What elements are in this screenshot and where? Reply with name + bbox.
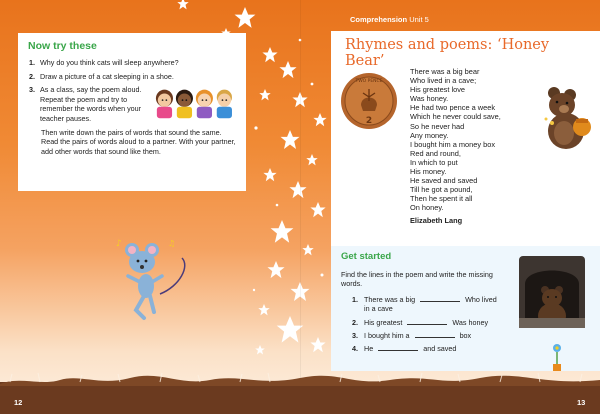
- poem-card: [331, 31, 600, 246]
- answer-blank[interactable]: [415, 331, 455, 338]
- bear-in-cave-image: [519, 256, 585, 328]
- step-item: [28, 72, 236, 82]
- poem-line: There was a big bear: [410, 67, 480, 76]
- page-spine: [300, 0, 301, 414]
- poem-line: Till he got a pound,: [410, 185, 473, 195]
- poem-line: In which to put: [410, 157, 458, 167]
- unit-header-subject: Comprehension: [350, 15, 408, 24]
- poem-author: Elizabeth Lang: [410, 215, 463, 225]
- answer-blank[interactable]: [420, 295, 460, 302]
- step-text: Why do you think cats will sleep anywhere?: [40, 58, 179, 67]
- page-title: Rhymes and poems: ‘Honey Bear’: [345, 37, 550, 69]
- poem-line: So he never had: [410, 121, 465, 131]
- page-number-left: 12: [14, 398, 23, 407]
- poem-line: His money.: [410, 167, 447, 177]
- answer-blank[interactable]: [378, 344, 418, 351]
- step-number: 3.: [29, 85, 35, 95]
- step-text: As a class, say the poem aloud. Repeat the poem and try to remember the words when your teacher pauses.: [40, 85, 142, 123]
- question-after: box: [459, 331, 472, 341]
- section-title: Now try these: [28, 40, 97, 52]
- coin-text: TWO PENCE: [355, 79, 383, 84]
- step-item: [28, 85, 236, 123]
- poem-line: On honey.: [410, 203, 444, 213]
- question-number: 3.: [352, 331, 358, 341]
- svg-text:2: 2: [365, 116, 373, 126]
- poem-line: Was honey.: [410, 94, 449, 104]
- question-number: 1.: [352, 294, 358, 304]
- get-started-card: [331, 246, 600, 371]
- poem-line: Who lived in a cave;: [410, 76, 477, 86]
- poem-line: Any money.: [410, 130, 449, 140]
- unit-header: [350, 15, 429, 24]
- step-number: 2.: [29, 71, 35, 81]
- svg-text:♪: ♪: [116, 239, 122, 249]
- answer-blank[interactable]: [407, 318, 447, 325]
- get-started-title: Get started: [341, 251, 392, 262]
- poem-line: Which he never could save,: [410, 112, 501, 122]
- step-number: 1.: [29, 58, 35, 67]
- now-try-these-card: [18, 33, 246, 191]
- poem: [410, 67, 501, 225]
- mouse-illustration: [110, 236, 200, 336]
- page-number-right: 13: [577, 398, 586, 407]
- two-pence-coin-image: [339, 71, 399, 131]
- question-before: He: [364, 344, 374, 354]
- ground-decoration: [0, 372, 600, 414]
- question-number: 4.: [352, 344, 358, 354]
- svg-text:♫: ♫: [168, 239, 176, 248]
- steps-list: [28, 58, 236, 124]
- question-after: Who lived in a cave: [364, 294, 497, 314]
- step-text: Draw a picture of a cat sleeping in a shoe.: [40, 71, 174, 81]
- question-number: 2.: [352, 317, 358, 327]
- poem-line: He saved and saved: [410, 176, 478, 186]
- followup-paragraph: Then write down the pairs of words that sound the same. Read the pairs of words aloud to a partner. With your partner, add other words that sound like them.: [41, 127, 236, 156]
- poem-lines: [410, 67, 501, 213]
- unit-header-unit: Unit 5: [409, 15, 429, 24]
- poem-line: Red and round,: [410, 148, 461, 158]
- question-after: and saved: [423, 344, 457, 354]
- flower-icon: [545, 342, 569, 372]
- question-before: I bought him a: [364, 331, 410, 341]
- children-illustration: [154, 86, 236, 120]
- poem-line: He had two pence a week: [410, 103, 496, 113]
- question-after: Was honey: [452, 317, 489, 327]
- step-item: [28, 58, 236, 68]
- question-before: His greatest: [364, 317, 403, 327]
- question-item: [352, 331, 590, 340]
- poem-line: I bought him a money box: [410, 139, 496, 149]
- poem-line: His greatest love: [410, 85, 466, 95]
- bear-with-honey-illustration: [536, 83, 596, 153]
- get-started-intro: Find the lines in the poem and write the missing words.: [341, 270, 493, 289]
- poem-line: Then he spent it all: [410, 194, 473, 204]
- question-before: There was a big: [364, 294, 416, 304]
